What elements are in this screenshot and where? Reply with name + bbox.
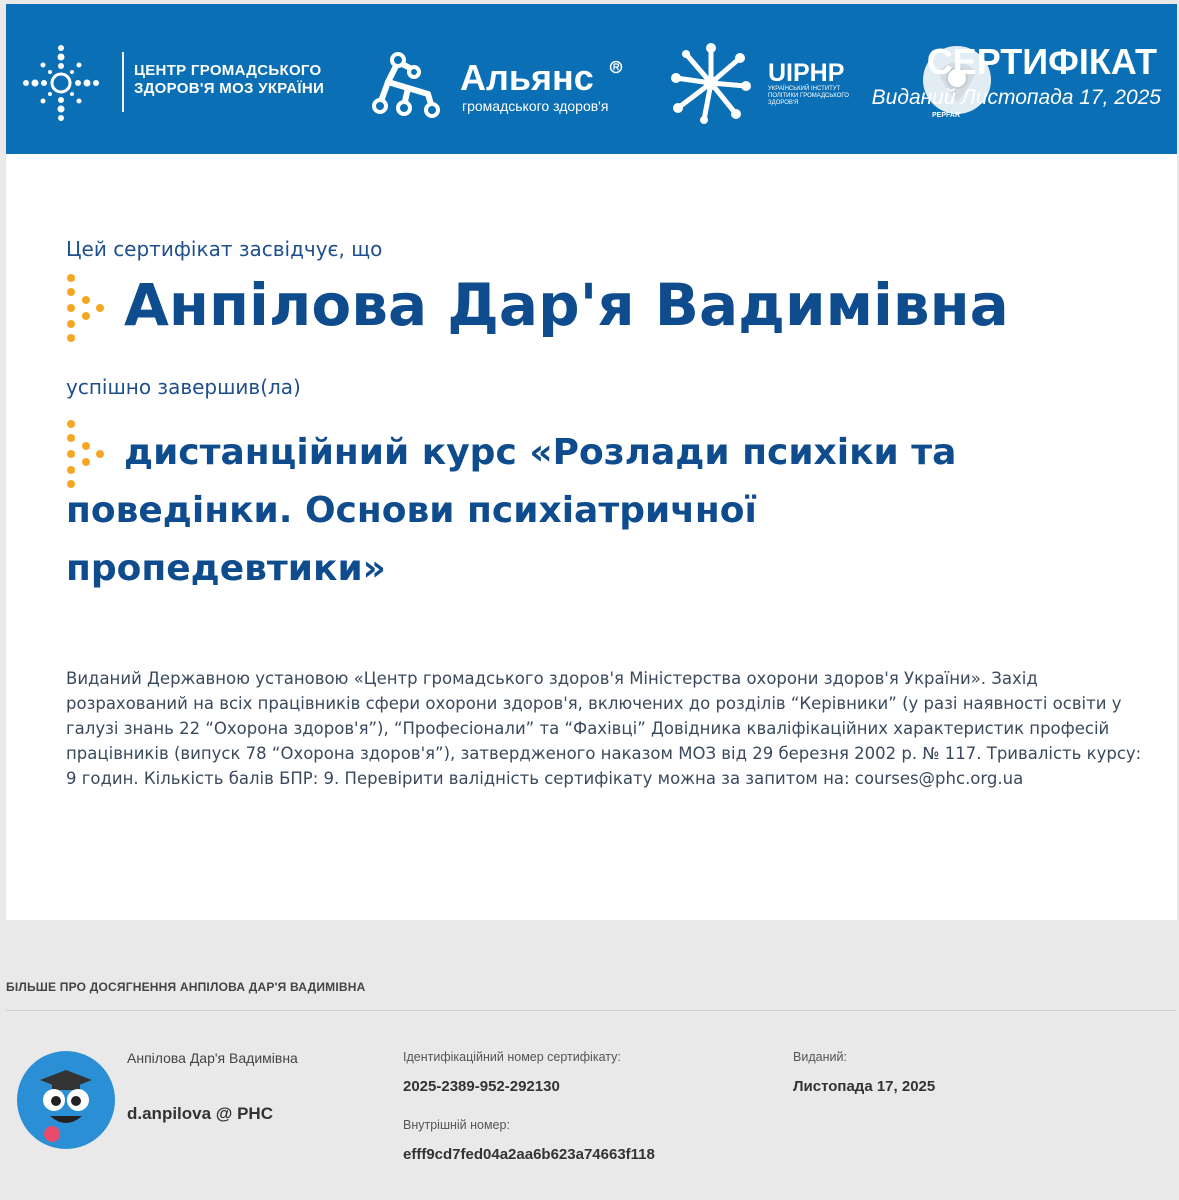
course-title: дистанційний курс «Розлади психіки та поведінки. Основи психіатричної пропедевтики» [66, 432, 957, 589]
pepfar-label: PEPFAR [932, 112, 961, 119]
issued-label: Виданий: [793, 1050, 847, 1064]
achievement-heading: БІЛЬШЕ ПРО ДОСЯГНЕННЯ АНПІЛОВА ДАР'Я ВАДИМІВНА [6, 980, 366, 994]
uiphp-logo-subtitle: УКРАЇНСЬКИЙ ІНСТИТУТ ПОЛІТИКИ ГРОМАДСЬКОГО ЗДОРОВ'Я [768, 86, 849, 106]
certificate-title: СЕРТИФІКАТ [926, 41, 1157, 82]
uiphp-logo-name: UIPHP [768, 59, 845, 87]
footer-divider [6, 1010, 1176, 1011]
phc-logo-line2: ЗДОРОВ'Я МОЗ УКРАЇНИ [134, 80, 325, 97]
certificate-description: Виданий Державною установою «Центр громадського здоров'я Міністерства охорони здоров'я України». Захід розрахований на всіх працівників сфери охорони здоров'я, включених до розділів “Керівники” (у разі наявності освіти у галузі знань 22 “Охорона здоров'я”), “Професіонали” та “Фахівці” Довідника кваліфікаційних характеристик професій працівників (випуск 78 “Охорона здоров'я”), затвердженого наказом МОЗ від 29 березня 2002 р. № 117. Тривалість курсу: 9 годин. Кількість балів БПР: 9. Перевірити валідність сертифікату можна за запитом на: courses@phc.org.ua [66, 669, 1142, 788]
owner-username[interactable]: d.anpilova @ PHC [127, 1104, 273, 1123]
cert-id-label: Ідентифікаційний номер сертифікату: [403, 1050, 621, 1064]
certificate-card [6, 4, 1177, 920]
alliance-logo-subtitle: громадського здоров'я [462, 98, 609, 114]
recipient-name: Анпілова Дар'я Вадимівна [124, 271, 1009, 339]
phc-logo-text [134, 62, 324, 98]
issued-value: Листопада 17, 2025 [793, 1078, 936, 1095]
certificate-banner [6, 4, 1177, 154]
registered-mark-icon [609, 60, 623, 74]
intro-text: Цей сертифікат засвідчує, що [66, 237, 383, 261]
internal-id-label: Внутрішній номер: [403, 1118, 510, 1132]
phc-logo-line1: ЦЕНТР ГРОМАДСЬКОГО [134, 62, 322, 79]
alliance-molecule-icon [368, 48, 444, 120]
certificate-issued-date: Виданий Листопада 17, 2025 [871, 86, 1161, 109]
avatar[interactable] [16, 1050, 116, 1150]
logo-divider [122, 52, 124, 112]
internal-id-value: efff9cd7fed04a2aa6b623a74663f118 [403, 1146, 655, 1163]
orange-dots-icon [64, 272, 106, 344]
alliance-logo-name: Альянс [460, 57, 594, 98]
cert-id-value: 2025-2389-952-292130 [403, 1078, 560, 1095]
uiphp-starburst-icon [670, 42, 752, 124]
phc-emblem-icon [20, 42, 102, 124]
completed-text: успішно завершив(ла) [66, 375, 301, 399]
owner-full-name: Анпілова Дар'я Вадимівна [127, 1050, 298, 1066]
